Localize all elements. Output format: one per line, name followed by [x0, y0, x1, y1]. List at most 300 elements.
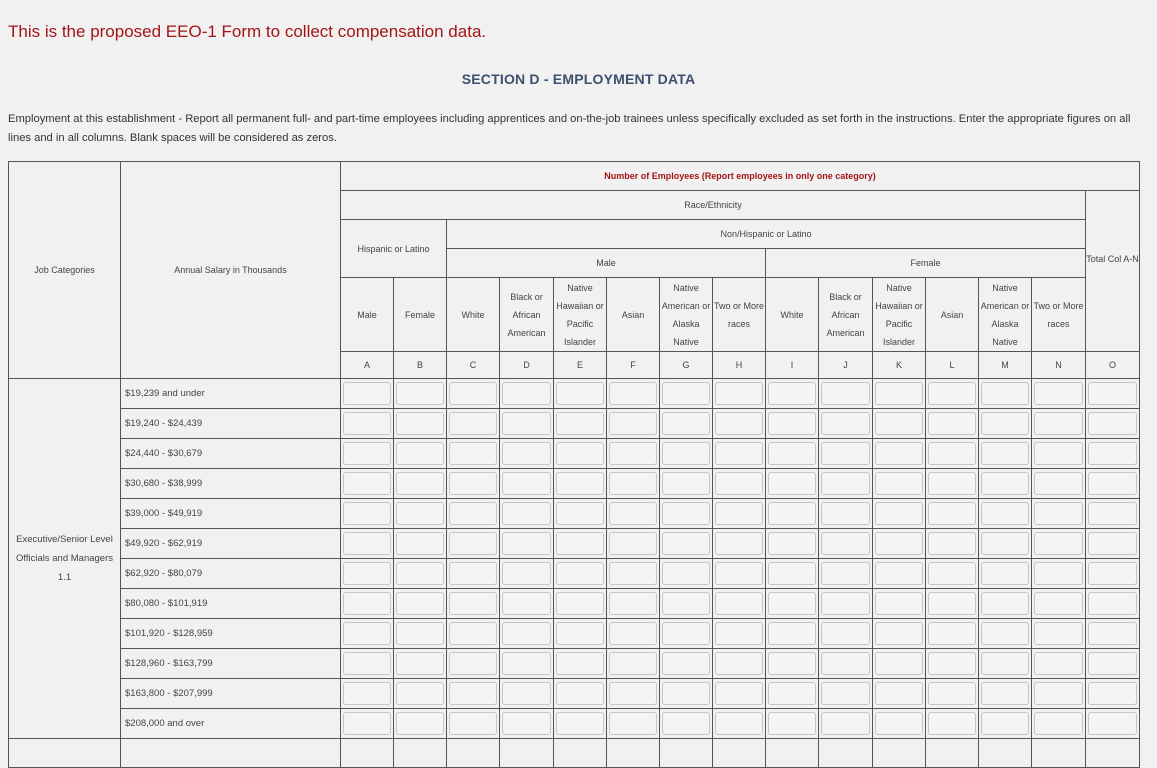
employee-count-input[interactable] — [1088, 382, 1137, 405]
count-cell — [873, 709, 926, 739]
employee-count-input[interactable] — [1034, 712, 1083, 735]
employee-count-input[interactable] — [1088, 652, 1137, 675]
employee-count-input[interactable] — [609, 682, 657, 705]
employee-count-input[interactable] — [875, 652, 923, 675]
employee-count-input[interactable] — [821, 412, 870, 435]
employee-count-input[interactable] — [875, 562, 923, 585]
employee-count-input[interactable] — [609, 592, 657, 615]
count-cell — [979, 619, 1032, 649]
count-cell — [554, 439, 607, 469]
employee-count-input[interactable] — [1088, 502, 1137, 525]
employee-count-input[interactable] — [715, 652, 763, 675]
employee-count-input[interactable] — [449, 472, 497, 495]
employee-count-input[interactable] — [609, 622, 657, 645]
count-cell — [500, 439, 554, 469]
employee-count-input[interactable] — [1034, 502, 1083, 525]
employee-count-input[interactable] — [875, 472, 923, 495]
employee-count-input[interactable] — [928, 592, 976, 615]
employee-count-input[interactable] — [715, 502, 763, 525]
employee-count-input[interactable] — [821, 502, 870, 525]
employee-count-input[interactable] — [343, 682, 391, 705]
employee-count-input[interactable] — [449, 382, 497, 405]
employee-count-input[interactable] — [821, 652, 870, 675]
count-cell — [1086, 679, 1140, 709]
employee-count-input[interactable] — [821, 472, 870, 495]
column-letter: F — [607, 352, 660, 379]
employee-count-input[interactable] — [556, 622, 604, 645]
employee-count-input[interactable] — [556, 652, 604, 675]
count-cell — [1032, 709, 1086, 739]
salary-band-cell: $62,920 - $80,079 — [121, 559, 341, 589]
column-letter: O — [1086, 352, 1140, 379]
column-letter: A — [341, 352, 394, 379]
employee-count-input[interactable] — [556, 382, 604, 405]
employee-count-input[interactable] — [1034, 592, 1083, 615]
employee-count-input[interactable] — [609, 382, 657, 405]
salary-header: Annual Salary in Thousands — [121, 162, 341, 379]
salary-band-cell: $49,920 - $62,919 — [121, 529, 341, 559]
employee-count-input[interactable] — [875, 592, 923, 615]
count-cell — [819, 649, 873, 679]
employee-count-input[interactable] — [396, 472, 444, 495]
employee-count-input[interactable] — [396, 442, 444, 465]
employee-count-input[interactable] — [556, 442, 604, 465]
employee-count-input[interactable] — [343, 442, 391, 465]
count-cell — [1032, 409, 1086, 439]
employee-count-input[interactable] — [343, 412, 391, 435]
salary-band-cell: $80,080 - $101,919 — [121, 589, 341, 619]
count-cell — [766, 379, 819, 409]
count-cell — [713, 619, 766, 649]
count-cell — [819, 499, 873, 529]
female-race-col: White — [766, 278, 819, 352]
employee-count-input[interactable] — [556, 532, 604, 555]
count-cell — [554, 649, 607, 679]
female-race-col: Native American or Alaska Native — [979, 278, 1032, 352]
count-cell — [554, 409, 607, 439]
count-cell — [500, 379, 554, 409]
count-cell — [819, 529, 873, 559]
employee-count-input[interactable] — [768, 382, 816, 405]
employee-count-input[interactable] — [662, 712, 710, 735]
column-letter: H — [713, 352, 766, 379]
employee-count-input[interactable] — [396, 412, 444, 435]
employee-count-input[interactable] — [1088, 712, 1137, 735]
employee-count-input[interactable] — [1034, 412, 1083, 435]
employee-count-input[interactable] — [502, 562, 551, 585]
employee-count-input[interactable] — [715, 442, 763, 465]
job-category-cell: Executive/Senior Level Officials and Managers 1.1 — [9, 379, 121, 739]
column-letter: J — [819, 352, 873, 379]
employee-count-input[interactable] — [449, 592, 497, 615]
count-cell — [500, 589, 554, 619]
count-cell — [447, 469, 500, 499]
table-row — [9, 739, 1140, 768]
employee-count-input[interactable] — [609, 652, 657, 675]
count-cell — [713, 559, 766, 589]
table-cell — [1032, 739, 1086, 768]
count-cell — [819, 589, 873, 619]
salary-band-cell: $19,240 - $24,439 — [121, 409, 341, 439]
count-cell — [926, 649, 979, 679]
employee-count-input[interactable] — [875, 442, 923, 465]
count-cell — [341, 379, 394, 409]
count-cell — [713, 409, 766, 439]
count-cell — [554, 469, 607, 499]
employee-count-input[interactable] — [875, 622, 923, 645]
employee-count-input[interactable] — [768, 412, 816, 435]
employee-count-input[interactable] — [662, 532, 710, 555]
employee-count-input[interactable] — [396, 382, 444, 405]
employment-data-table — [8, 161, 1140, 768]
count-cell — [1086, 529, 1140, 559]
employee-count-input[interactable] — [981, 682, 1029, 705]
employee-count-input[interactable] — [768, 682, 816, 705]
employee-count-input[interactable] — [662, 562, 710, 585]
employee-count-input[interactable] — [609, 532, 657, 555]
employee-count-input[interactable] — [396, 592, 444, 615]
count-cell — [394, 379, 447, 409]
employee-count-input[interactable] — [502, 382, 551, 405]
male-race-col: Black or African American — [500, 278, 554, 352]
employee-count-input[interactable] — [502, 682, 551, 705]
employee-count-input[interactable] — [449, 532, 497, 555]
employee-count-input[interactable] — [449, 502, 497, 525]
employee-count-input[interactable] — [662, 382, 710, 405]
count-cell — [1032, 589, 1086, 619]
employee-count-input[interactable] — [1034, 472, 1083, 495]
employee-count-input[interactable] — [981, 712, 1029, 735]
employee-count-input[interactable] — [1034, 622, 1083, 645]
count-cell — [819, 409, 873, 439]
employee-count-input[interactable] — [928, 562, 976, 585]
employee-count-input[interactable] — [502, 592, 551, 615]
non-hispanic-header: Non/Hispanic or Latino — [447, 220, 1086, 249]
count-cell — [979, 679, 1032, 709]
employee-count-input[interactable] — [556, 562, 604, 585]
employee-count-input[interactable] — [928, 382, 976, 405]
employee-count-input[interactable] — [715, 592, 763, 615]
employee-count-input[interactable] — [609, 442, 657, 465]
column-letter: L — [926, 352, 979, 379]
employee-count-input[interactable] — [396, 562, 444, 585]
employee-count-input[interactable] — [609, 712, 657, 735]
employee-count-input[interactable] — [502, 442, 551, 465]
employee-count-input[interactable] — [981, 502, 1029, 525]
employee-count-input[interactable] — [609, 472, 657, 495]
job-categories-header: Job Categories — [9, 162, 121, 379]
employee-count-input[interactable] — [715, 682, 763, 705]
employee-count-input[interactable] — [928, 442, 976, 465]
column-letter: B — [394, 352, 447, 379]
count-cell — [873, 439, 926, 469]
employee-count-input[interactable] — [981, 562, 1029, 585]
employee-count-input[interactable] — [396, 622, 444, 645]
employee-count-input[interactable] — [715, 622, 763, 645]
employee-count-input[interactable] — [715, 532, 763, 555]
employee-count-input[interactable] — [1088, 532, 1137, 555]
employee-count-input[interactable] — [1034, 652, 1083, 675]
employee-count-input[interactable] — [768, 472, 816, 495]
employee-count-input[interactable] — [928, 412, 976, 435]
employee-count-input[interactable] — [449, 442, 497, 465]
employee-count-input[interactable] — [662, 442, 710, 465]
count-cell — [766, 679, 819, 709]
employee-count-input[interactable] — [768, 532, 816, 555]
race-ethnicity-header: Race/Ethnicity — [341, 191, 1086, 220]
employee-count-input[interactable] — [821, 382, 870, 405]
count-cell — [1032, 679, 1086, 709]
employee-count-input[interactable] — [662, 682, 710, 705]
count-cell — [447, 439, 500, 469]
employee-count-input[interactable] — [1088, 592, 1137, 615]
count-cell — [394, 439, 447, 469]
count-cell — [500, 649, 554, 679]
employee-count-input[interactable] — [609, 502, 657, 525]
employee-count-input[interactable] — [875, 412, 923, 435]
employee-count-input[interactable] — [396, 652, 444, 675]
employee-count-input[interactable] — [502, 652, 551, 675]
employee-count-input[interactable] — [928, 652, 976, 675]
employee-count-input[interactable] — [343, 502, 391, 525]
employee-count-input[interactable] — [556, 472, 604, 495]
table-cell — [447, 739, 500, 768]
count-cell — [979, 379, 1032, 409]
employee-count-input[interactable] — [768, 622, 816, 645]
count-cell — [394, 679, 447, 709]
table-row — [9, 709, 1140, 739]
employee-count-input[interactable] — [768, 712, 816, 735]
count-cell — [1032, 529, 1086, 559]
employee-count-input[interactable] — [875, 532, 923, 555]
employee-count-input[interactable] — [928, 622, 976, 645]
employee-count-input[interactable] — [821, 712, 870, 735]
employee-count-input[interactable] — [343, 652, 391, 675]
employee-count-input[interactable] — [343, 622, 391, 645]
employee-count-input[interactable] — [662, 412, 710, 435]
employee-count-input[interactable] — [928, 472, 976, 495]
employee-count-input[interactable] — [343, 382, 391, 405]
count-cell — [979, 589, 1032, 619]
employee-count-input[interactable] — [928, 502, 976, 525]
employee-count-input[interactable] — [715, 382, 763, 405]
instructions-text: Employment at this establishment - Report all permanent full- and part-time employees including apprentices and on-the-job trainees unless specifically excluded as set forth in the instructions. Enter the appropriate figures on all lines and in all columns. Blank spaces will be considered as zeros. — [8, 113, 1131, 144]
employee-count-input[interactable] — [449, 682, 497, 705]
employee-count-input[interactable] — [556, 412, 604, 435]
employee-count-input[interactable] — [928, 682, 976, 705]
employee-count-input[interactable] — [343, 532, 391, 555]
count-cell — [341, 469, 394, 499]
count-cell — [979, 709, 1032, 739]
employee-count-input[interactable] — [396, 502, 444, 525]
employee-count-input[interactable] — [1088, 412, 1137, 435]
employee-count-input[interactable] — [981, 592, 1029, 615]
employee-count-input[interactable] — [875, 712, 923, 735]
count-cell — [1086, 409, 1140, 439]
employee-count-input[interactable] — [821, 592, 870, 615]
table-cell — [1086, 739, 1140, 768]
employee-count-input[interactable] — [1088, 442, 1137, 465]
salary-band-cell: $163,800 - $207,999 — [121, 679, 341, 709]
employee-count-input[interactable] — [556, 712, 604, 735]
count-cell — [660, 529, 713, 559]
count-cell — [394, 619, 447, 649]
employee-count-input[interactable] — [502, 472, 551, 495]
count-cell — [766, 529, 819, 559]
employee-count-input[interactable] — [449, 622, 497, 645]
count-cell — [713, 469, 766, 499]
employee-count-input[interactable] — [875, 682, 923, 705]
employee-count-input[interactable] — [343, 712, 391, 735]
employee-count-input[interactable] — [343, 562, 391, 585]
count-cell — [447, 379, 500, 409]
employee-count-input[interactable] — [981, 532, 1029, 555]
employee-count-input[interactable] — [1088, 562, 1137, 585]
employee-count-input[interactable] — [768, 442, 816, 465]
table-cell — [607, 739, 660, 768]
female-race-col: Black or African American — [819, 278, 873, 352]
female-group-header: Female — [766, 249, 1086, 278]
employee-count-input[interactable] — [609, 562, 657, 585]
employee-count-input[interactable] — [821, 682, 870, 705]
male-race-col: Asian — [607, 278, 660, 352]
employee-count-input[interactable] — [715, 712, 763, 735]
employee-count-input[interactable] — [821, 622, 870, 645]
employee-count-input[interactable] — [449, 652, 497, 675]
count-cell — [766, 499, 819, 529]
count-cell — [1032, 439, 1086, 469]
employee-count-input[interactable] — [1034, 442, 1083, 465]
count-cell — [660, 619, 713, 649]
count-cell — [607, 709, 660, 739]
count-cell — [819, 559, 873, 589]
employee-count-input[interactable] — [662, 502, 710, 525]
employee-count-input[interactable] — [928, 532, 976, 555]
employee-count-input[interactable] — [502, 412, 551, 435]
employee-count-input[interactable] — [502, 622, 551, 645]
count-cell — [873, 379, 926, 409]
employee-count-input[interactable] — [1088, 622, 1137, 645]
count-cell — [660, 499, 713, 529]
employee-count-input[interactable] — [981, 472, 1029, 495]
employee-count-input[interactable] — [768, 562, 816, 585]
employee-count-input[interactable] — [715, 472, 763, 495]
count-cell — [1032, 559, 1086, 589]
table-cell — [394, 739, 447, 768]
count-cell — [979, 649, 1032, 679]
male-race-col: Native Hawaiian or Pacific Islander — [554, 278, 607, 352]
employee-count-input[interactable] — [875, 382, 923, 405]
employee-count-input[interactable] — [1034, 562, 1083, 585]
employee-count-input[interactable] — [1088, 472, 1137, 495]
count-cell — [500, 679, 554, 709]
count-cell — [554, 679, 607, 709]
employee-count-input[interactable] — [396, 682, 444, 705]
table-row — [9, 499, 1140, 529]
table-cell — [9, 739, 121, 768]
employee-count-input[interactable] — [1034, 532, 1083, 555]
employee-count-input[interactable] — [875, 502, 923, 525]
employee-count-input[interactable] — [981, 652, 1029, 675]
employee-count-input[interactable] — [821, 442, 870, 465]
employee-count-input[interactable] — [502, 712, 551, 735]
employee-count-input[interactable] — [662, 592, 710, 615]
employee-count-input[interactable] — [609, 412, 657, 435]
count-cell — [766, 619, 819, 649]
employee-count-input[interactable] — [662, 652, 710, 675]
employee-count-input[interactable] — [662, 472, 710, 495]
table-row — [9, 559, 1140, 589]
employee-count-input[interactable] — [449, 712, 497, 735]
employee-count-input[interactable] — [821, 562, 870, 585]
employee-count-input[interactable] — [768, 652, 816, 675]
count-cell — [660, 589, 713, 619]
count-cell — [447, 559, 500, 589]
count-cell — [660, 679, 713, 709]
count-cell — [819, 619, 873, 649]
count-cell — [341, 529, 394, 559]
employee-count-input[interactable] — [556, 682, 604, 705]
employee-count-input[interactable] — [556, 592, 604, 615]
employee-count-input[interactable] — [449, 412, 497, 435]
female-race-col: Asian — [926, 278, 979, 352]
count-cell — [447, 709, 500, 739]
table-cell — [979, 739, 1032, 768]
employee-count-input[interactable] — [343, 592, 391, 615]
employee-count-input[interactable] — [396, 532, 444, 555]
employee-count-input[interactable] — [502, 502, 551, 525]
count-cell — [660, 709, 713, 739]
employee-count-input[interactable] — [981, 622, 1029, 645]
employee-count-input[interactable] — [662, 622, 710, 645]
count-cell — [873, 499, 926, 529]
count-cell — [926, 379, 979, 409]
count-cell — [819, 439, 873, 469]
count-cell — [926, 469, 979, 499]
employee-count-input[interactable] — [396, 712, 444, 735]
employee-count-input[interactable] — [1034, 382, 1083, 405]
employee-count-input[interactable] — [768, 502, 816, 525]
count-cell — [607, 439, 660, 469]
section-title: SECTION D - EMPLOYMENT DATA — [461, 71, 696, 87]
column-letter: C — [447, 352, 500, 379]
count-cell — [1086, 379, 1140, 409]
employee-count-input[interactable] — [343, 472, 391, 495]
employee-count-input[interactable] — [981, 382, 1029, 405]
column-letter: E — [554, 352, 607, 379]
employee-count-input[interactable] — [502, 532, 551, 555]
employee-count-input[interactable] — [1088, 682, 1137, 705]
employee-count-input[interactable] — [981, 442, 1029, 465]
table-row — [9, 469, 1140, 499]
employee-count-input[interactable] — [449, 562, 497, 585]
count-cell — [394, 709, 447, 739]
count-cell — [500, 499, 554, 529]
employee-count-input[interactable] — [1034, 682, 1083, 705]
employee-count-input[interactable] — [715, 412, 763, 435]
table-row — [9, 409, 1140, 439]
count-cell — [1032, 499, 1086, 529]
employee-count-input[interactable] — [715, 562, 763, 585]
employee-count-input[interactable] — [821, 532, 870, 555]
count-cell — [341, 439, 394, 469]
count-cell — [713, 439, 766, 469]
employee-count-input[interactable] — [928, 712, 976, 735]
employee-count-input[interactable] — [768, 592, 816, 615]
count-cell — [873, 619, 926, 649]
employee-count-input[interactable] — [556, 502, 604, 525]
employee-count-input[interactable] — [981, 412, 1029, 435]
